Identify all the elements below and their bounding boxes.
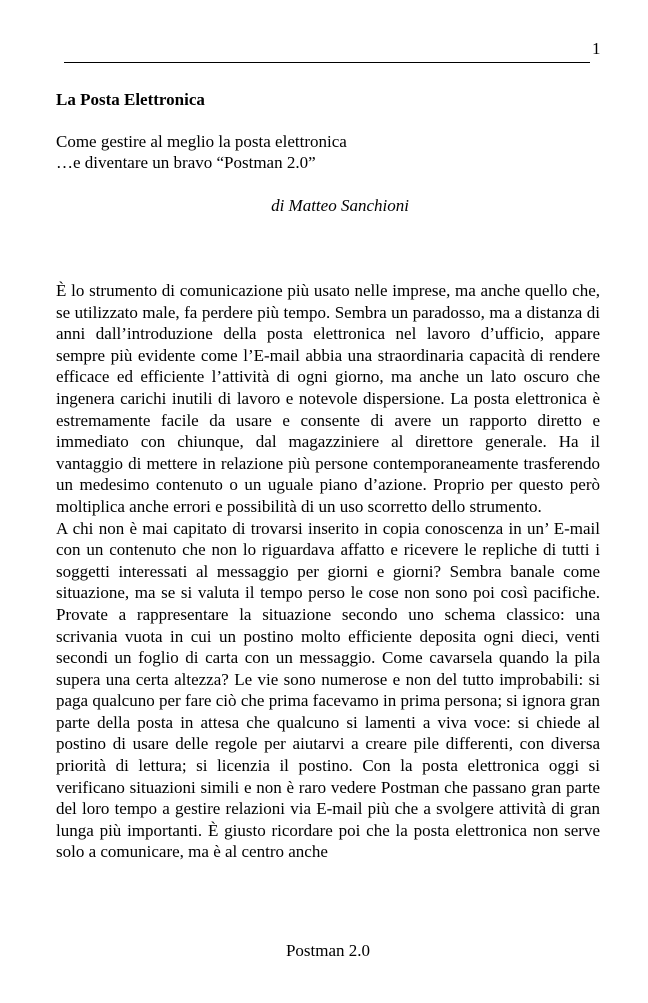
header-rule	[64, 62, 590, 63]
article-title: La Posta Elettronica	[56, 90, 205, 109]
page-number: 1	[592, 39, 601, 58]
subtitle-line-2: …e diventare un bravo “Postman 2.0”	[56, 153, 316, 172]
body-paragraph-1: È lo strumento di comunicazione più usato nelle imprese, ma anche quello che, se utilizzato male, fa perdere più tempo. Sembra un paradosso, ma a distanza di anni dall’introduzione della posta elettronica nel lavoro d’ufficio, appare sempre più evidente come l’E-mail abbia una straordinaria capacità di rendere efficace ed efficiente l’attività di ogni giorno, ma anche un lato oscuro che ingenera carichi inutili di lavoro e notevole dispersione. La posta elettronica è estremamente facile da usare e consente di avere un rapporto diretto e immediato con chiunque, dal magazziniere al direttore generale. Ha il vantaggio di mettere in relazione più persone contemporaneamente trasferendo un medesimo contenuto o un uguale piano d’azione. Proprio per questo però moltiplica anche errori e possibilità di un uso scorretto dello strumento.	[56, 281, 600, 516]
article-subtitle	[56, 131, 347, 173]
page-footer: Postman 2.0	[285, 941, 371, 960]
subtitle-line-1: Come gestire al meglio la posta elettronica	[56, 132, 347, 151]
article-author: di Matteo Sanchioni	[271, 196, 409, 215]
article-body	[56, 280, 600, 863]
body-paragraph-2: A chi non è mai capitato di trovarsi inserito in copia conoscenza in un’ E-mail con un contenuto che non lo riguardava affatto e ricevere le repliche di tutti i soggetti interessati al messaggio per giorni e giorni? Sembra banale come situazione, ma se si valuta il tempo perso le cose non sono poi così pacifiche. Provate a rappresentare la situazione secondo uno schema classico: una scrivania vuota in cui un postino molto efficiente deposita ogni dieci, venti secondi un foglio di carta con un messaggio. Come cavarsela quando la pila supera una certa altezza? Le vie sono numerose e non del tutto improbabili: si paga qualcuno per fare ciò che prima facevamo in prima persona; si ignora gran parte della posta in attesa che qualcuno si lamenti a viva voce: si chiede al postino di usare delle regole per aiutarvi a creare pile differenti, con diversa priorità di lettura; si licenzia il postino. Con la posta elettronica oggi si verificano situazioni simili e non è raro vedere Postman che passano gran parte del loro tempo a gestire relazioni via E-mail più che a svolgere attività di gran lunga più importanti. È giusto ricordare poi che la posta elettronica non serve solo a comunicare, ma è al centro anche	[56, 518, 600, 862]
